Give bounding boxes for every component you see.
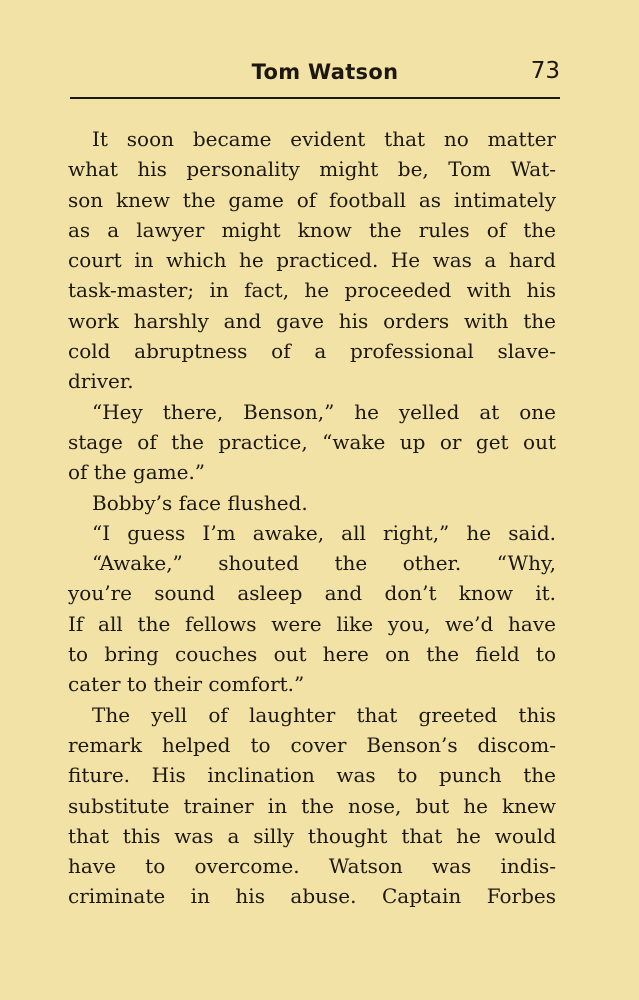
text-line: The yell of laughter that greeted this — [92, 702, 556, 727]
text-line: work harshly and gave his orders with the — [68, 308, 556, 333]
text-line: cold abruptness of a professional slave- — [68, 339, 556, 364]
text-line: remark helped to cover Benson’s discom- — [68, 732, 556, 757]
text-line: “Awake,” shouted the other. “Why, — [92, 551, 556, 576]
text-line: substitute trainer in the nose, but he knew — [68, 793, 556, 818]
text-line: what his personality might be, Tom Wat- — [68, 157, 556, 182]
text-line: fiture. His inclination was to punch the — [68, 763, 556, 788]
text-line: you’re sound asleep and don’t know it. — [68, 581, 556, 606]
running-title: Tom Watson — [251, 60, 399, 84]
text-line: court in which he practiced. He was a hard — [68, 248, 556, 273]
text-line: to bring couches out here on the field to — [68, 642, 556, 667]
page-number: 73 — [530, 58, 560, 84]
text-line: “Hey there, Benson,” he yelled at one — [92, 399, 556, 424]
text-line: If all the fellows were like you, we’d have — [68, 611, 556, 636]
text-line: of the game.” — [68, 460, 206, 485]
text-line: driver. — [68, 369, 134, 394]
text-line: It soon became evident that no matter — [92, 127, 556, 151]
text-line: have to overcome. Watson was indis- — [68, 854, 556, 879]
text-line: Bobby’s face flushed. — [92, 490, 308, 515]
text-line: “I guess I’m awake, all right,” he said. — [92, 520, 556, 545]
text-line: criminate in his abuse. Captain Forbes — [68, 884, 556, 909]
text-line: task-master; in fact, he proceeded with his — [68, 278, 556, 303]
body-text — [68, 124, 556, 912]
page-header — [70, 58, 560, 92]
text-line: stage of the practice, “wake up or get out — [68, 429, 556, 454]
text-line: as a lawyer might know the rules of the — [68, 217, 556, 242]
text-line: that this was a silly thought that he would — [68, 823, 556, 848]
header-rule — [70, 97, 560, 99]
text-line: son knew the game of football as intimately — [68, 187, 556, 212]
text-line: cater to their comfort.” — [68, 672, 305, 697]
